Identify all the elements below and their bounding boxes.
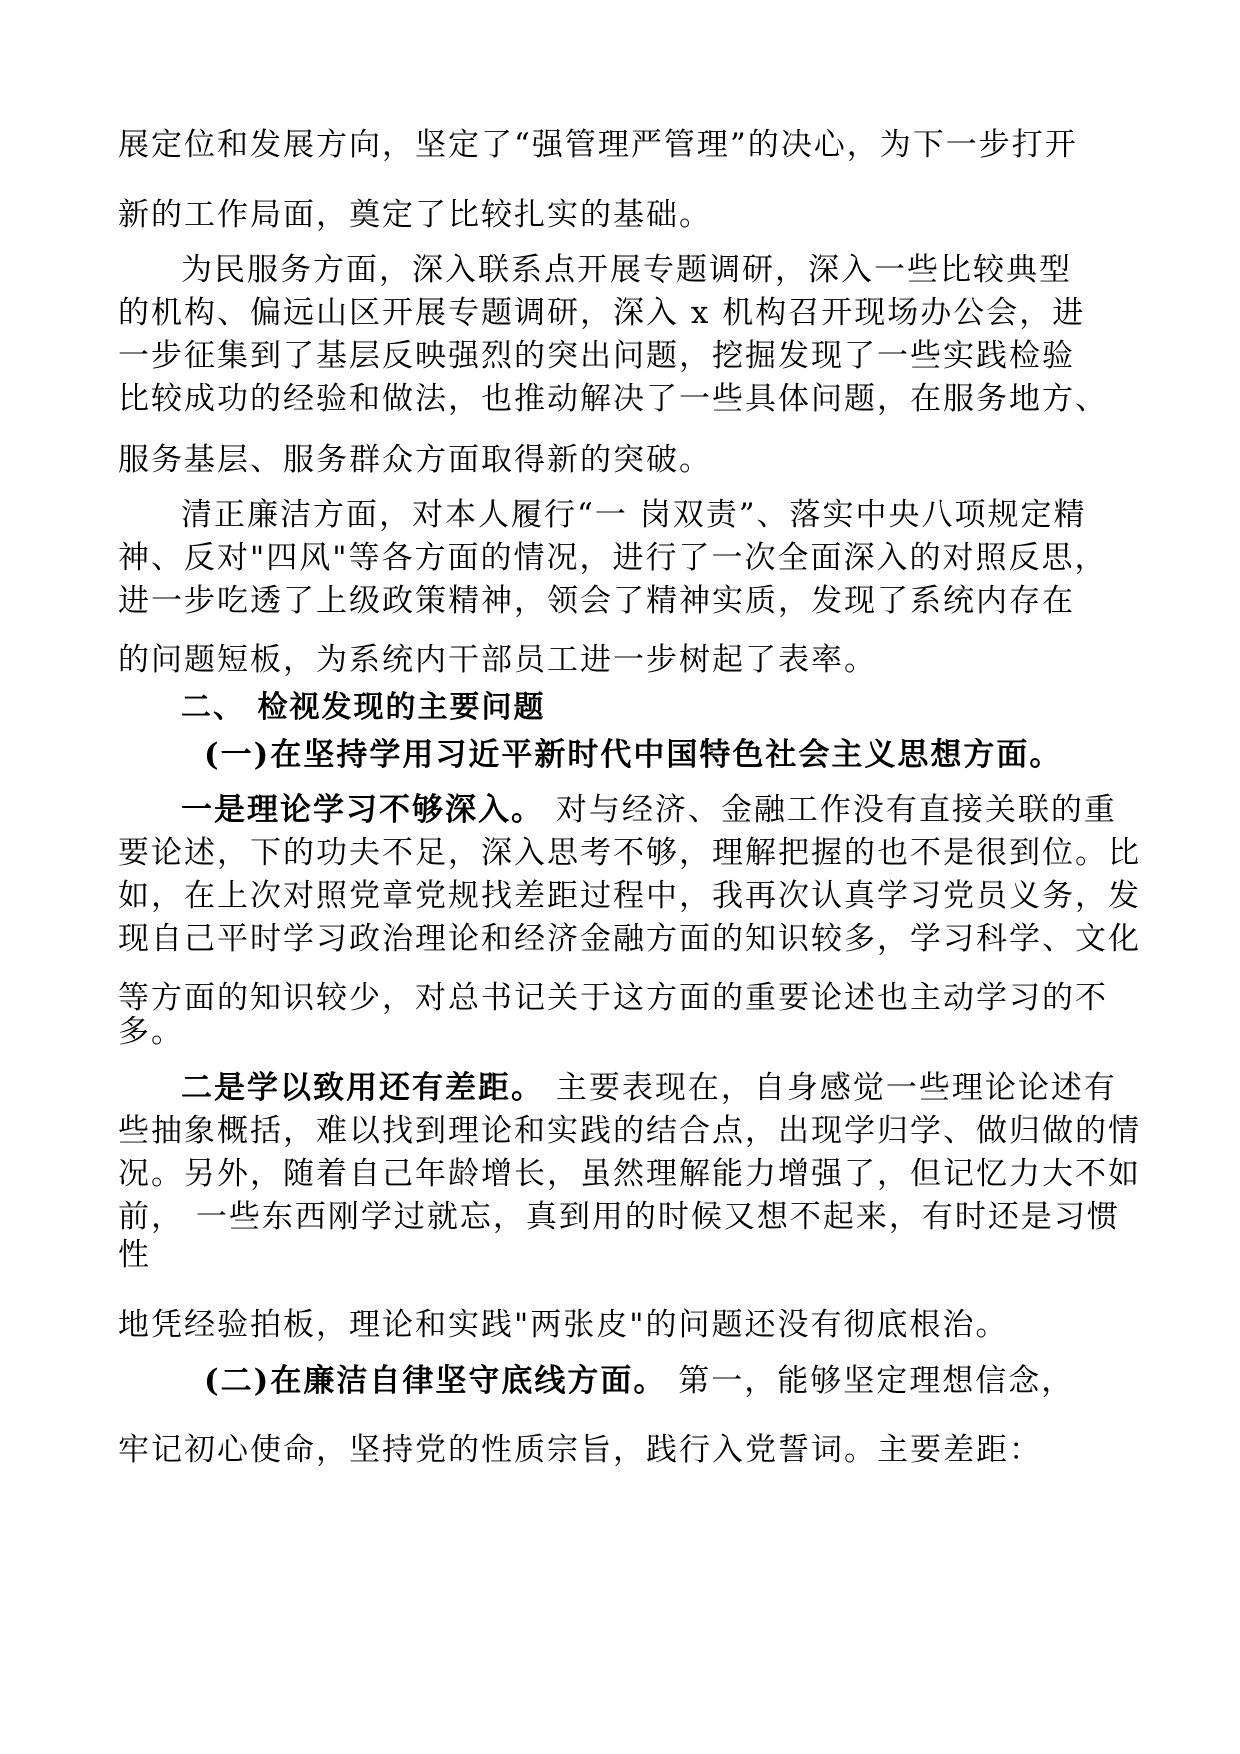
text-line: 的问题短板，为系统内干部员工进一步树起了表率。: [118, 642, 877, 678]
point-text: 第一，能够坚定理想信念，: [666, 1363, 1075, 1399]
text-line: 性: [118, 1237, 151, 1273]
text-line: 等方面的知识较少，对总书记关于这方面的重要论述也主动学习的不: [118, 980, 1108, 1016]
text-line: 要论述，下的功夫不足，深入思考不够，理解把握的也不是很到位。比: [118, 835, 1141, 871]
text-line: 况。另外，随着自己年龄增长，虽然理解能力增强了，但记忆力大不如: [118, 1156, 1141, 1192]
section-heading: 二、 检视发现的主要问题: [181, 690, 546, 725]
text-line: 一步征集到了基层反映强烈的突出问题，挖掘发现了一些实践检验: [118, 338, 1075, 374]
text-line: 前， 一些东西刚学过就忘，真到用的时候又想不起来，有时还是习惯: [118, 1199, 1120, 1235]
paragraph-theory-start: [181, 790, 1117, 830]
point-text: 对与经济、金融工作没有直接关联的重: [544, 792, 1117, 828]
text-line: 地凭经验拍板，理论和实践"两张皮"的问题还没有彻底根治。: [118, 1307, 1009, 1343]
text-line: 进一步吃透了上级政策精神，领会了精神实质，发现了系统内存在: [118, 583, 1075, 619]
text-line: 如，在上次对照党章党规找差距过程中，我再次认真学习党员义务，发: [118, 878, 1141, 914]
text-line: 牢记初心使命，坚持党的性质宗旨，践行入党誓词。主要差距：: [118, 1432, 1042, 1468]
paragraph-integrity-point: [204, 1361, 1074, 1401]
text-line: 神、反对"四风"等各方面的情况，进行了一次全面深入的对照反思，: [118, 540, 1108, 576]
text-line: 新的工作局面，奠定了比较扎实的基础。: [118, 197, 712, 233]
text-line: 现自己平时学习政治理论和经济金融方面的知识较多，学习科学、文化: [118, 921, 1141, 957]
subsection-title: (二)在廉洁自律坚守底线方面。: [204, 1363, 667, 1399]
paragraph-service-start: 为民服务方面，深入联系点开展专题调研，深入一些比较典型: [181, 252, 1072, 288]
paragraph-practice-start: [181, 1068, 1117, 1108]
text-line: 多。: [118, 1014, 184, 1050]
point-title: 二是学以致用还有差距。: [181, 1070, 544, 1106]
subsection-heading: (一)在坚持学用习近平新时代中国特色社会主义思想方面。: [204, 737, 1063, 773]
text-line: 展定位和发展方向，坚定了“强管理严管理”的决心，为下一步打开: [118, 127, 1078, 163]
text-line: 服务基层、服务群众方面取得新的突破。: [118, 442, 712, 478]
text-line: 比较成功的经验和做法，也推动解决了一些具体问题，在服务地方、: [118, 381, 1108, 417]
point-text: 主要表现在，自身感觉一些理论论述有: [544, 1070, 1117, 1106]
text-line: 些抽象概括，难以找到理论和实践的结合点，出现学归学、做归做的情: [118, 1113, 1141, 1149]
point-title: 一是理论学习不够深入。: [181, 792, 544, 828]
paragraph-integrity-start: 清正廉洁方面，对本人履行“一 岗双责”、落实中央八项规定精: [181, 497, 1087, 533]
text-line: 的机构、偏远山区开展专题调研，深入 x 机构召开现场办公会，进: [118, 295, 1086, 331]
